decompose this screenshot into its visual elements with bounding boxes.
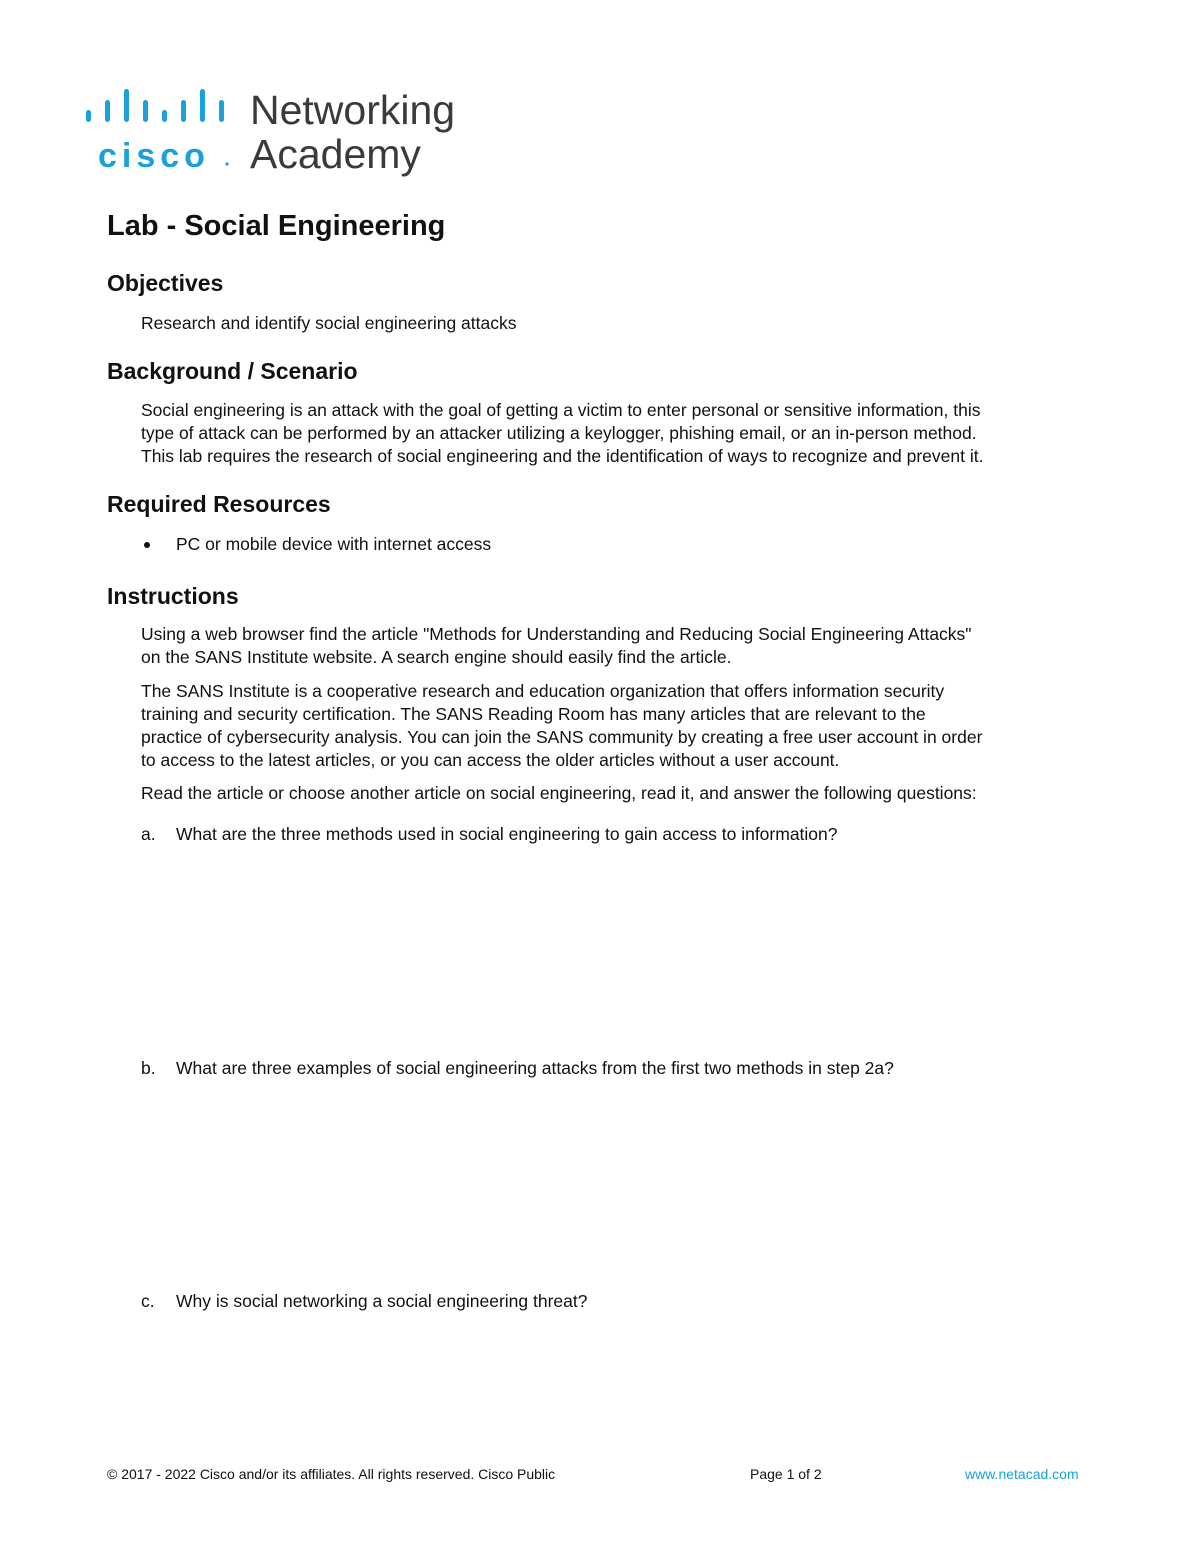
background-line: type of attack can be performed by an attacker utilizing a keylogger, phishing email, or an in-person method. bbox=[141, 423, 977, 443]
page-title: Lab - Social Engineering bbox=[107, 210, 446, 242]
bullet-icon bbox=[144, 542, 150, 548]
question-text: What are the three methods used in social engineering to gain access to information? bbox=[176, 824, 838, 844]
question-text: Why is social networking a social engineering threat? bbox=[176, 1291, 588, 1311]
background-line: This lab requires the research of social engineering and the identification of ways to recognize and prevent it. bbox=[141, 446, 984, 466]
instructions-line: Using a web browser find the article "Methods for Understanding and Reducing Social Engineering Attacks" bbox=[141, 624, 972, 644]
objectives-text: Research and identify social engineering attacks bbox=[141, 313, 517, 333]
instructions-paragraph-3 bbox=[141, 782, 1101, 805]
instructions-line: Read the article or choose another article on social engineering, read it, and answer the following questions: bbox=[141, 783, 977, 803]
logo-academy-text: Academy bbox=[250, 131, 421, 177]
cisco-bridge-logo-icon bbox=[86, 84, 236, 184]
background-line: Social engineering is an attack with the goal of getting a victim to enter personal or sensitive information, this bbox=[141, 400, 981, 420]
instructions-line: training and security certification. The SANS Reading Room has many articles that are relevant to the bbox=[141, 704, 926, 724]
logo-networking-text: Networking bbox=[250, 87, 456, 133]
footer-page-number: Page 1 of 2 bbox=[750, 1466, 822, 1482]
instructions-paragraph-2 bbox=[141, 680, 1101, 772]
objectives-heading: Objectives bbox=[107, 270, 224, 296]
instructions-line: practice of cybersecurity analysis. You can join the SANS community by creating a free user account in order bbox=[141, 727, 983, 747]
resources-heading: Required Resources bbox=[107, 491, 331, 517]
footer-copyright: © 2017 - 2022 Cisco and/or its affiliates. All rights reserved. Cisco Public bbox=[107, 1466, 556, 1482]
background-heading: Background / Scenario bbox=[107, 358, 358, 384]
instructions-line: to access to the latest articles, or you can access the older articles without a user account. bbox=[141, 750, 840, 770]
background-paragraph bbox=[141, 399, 1101, 468]
footer-url-link[interactable]: www.netacad.com bbox=[965, 1466, 1079, 1482]
instructions-heading: Instructions bbox=[107, 583, 239, 609]
question-letter: c. bbox=[141, 1291, 155, 1311]
resource-item-text: PC or mobile device with internet access bbox=[176, 534, 492, 554]
instructions-line: The SANS Institute is a cooperative research and education organization that offers information security bbox=[141, 681, 945, 701]
question-text: What are three examples of social engineering attacks from the first two methods in step 2a? bbox=[176, 1058, 894, 1078]
cisco-wordmark: cisco bbox=[98, 137, 210, 175]
instructions-line: on the SANS Institute website. A search engine should easily find the article. bbox=[141, 647, 732, 667]
instructions-paragraph-1 bbox=[141, 623, 1101, 669]
cisco-networking-academy-logo bbox=[86, 84, 486, 184]
question-letter: a. bbox=[141, 824, 156, 844]
question-letter: b. bbox=[141, 1058, 156, 1078]
